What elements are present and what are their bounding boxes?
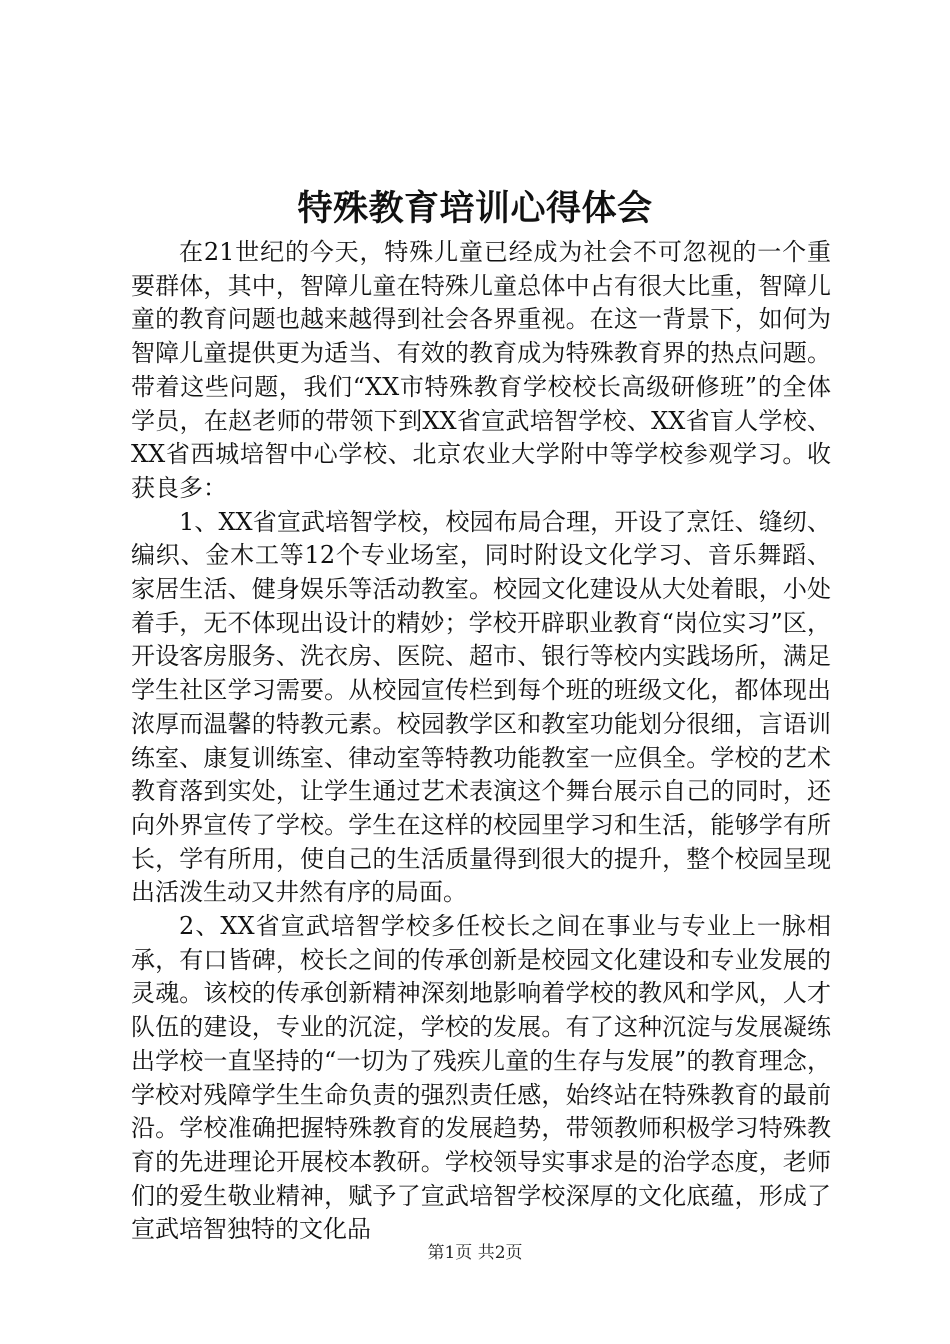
paragraph-intro: 在21世纪的今天，特殊儿童已经成为社会不可忽视的一个重要群体，其中，智障儿童在特殊儿童总体中占有很大比重，智障儿童的教育问题也越来越得到社会各界重视。在这一背景下，如何为智障儿童提供更为适当、有效的教育成为特殊教育界的热点问题。带着这些问题，我们“XX市特殊教育学校校长高级研修班”的全体学员，在赵老师的带领下到XX省宣武培智学校、XX省盲人学校、XX省西城培智中心学校、北京农业大学附中等学校参观学习。收获良多： <box>131 238 831 502</box>
paragraph-point-2: 2、XX省宣武培智学校多任校长之间在事业与专业上一脉相承，有口皆碑，校长之间的传承创新是校园文化建设和专业发展的灵魂。该校的传承创新精神深刻地影响着学校的教风和学风，人才队伍的建设，专业的沉淀，学校的发展。有了这种沉淀与发展凝练出学校一直坚持的“一切为了残疾儿童的生存与发展”的教育理念，学校对残障学生生命负责的强烈责任感，始终站在特殊教育的最前沿。学校准确把握特殊教育的发展趋势，带领教师积极学习特殊教育的先进理论开展校本教研。学校领导实事求是的治学态度，老师们的爱生敬业精神，赋予了宣武培智学校深厚的文化底蕴，形成了宣武培智独特的文化品 <box>131 912 831 1244</box>
document-title: 特殊教育培训心得体会 <box>297 188 653 229</box>
page-footer: 第1页 共2页 <box>427 1243 523 1263</box>
paragraph-point-1: 1、XX省宣武培智学校，校园布局合理，开设了烹饪、缝纫、编织、金木工等12个专业场室，同时附设文化学习、音乐舞蹈、家居生活、健身娱乐等活动教室。校园文化建设从大处着眼，小处着手，无不体现出设计的精妙；学校开辟职业教育“岗位实习”区，开设客房服务、洗衣房、医院、超市、银行等校内实践场所，满足学生社区学习需要。从校园宣传栏到每个班的班级文化，都体现出浓厚而温馨的特教元素。校园教学区和教室功能划分很细，言语训练室、康复训练室、律动室等特教功能教室一应俱全。学校的艺术教育落到实处，让学生通过艺术表演这个舞台展示自己的同时，还向外界宣传了学校。学生在这样的校园里学习和生活，能够学有所长，学有所用，使自己的生活质量得到很大的提升，整个校园呈现出活泼生动又井然有序的局面。 <box>131 507 831 907</box>
document-body <box>131 236 831 1247</box>
